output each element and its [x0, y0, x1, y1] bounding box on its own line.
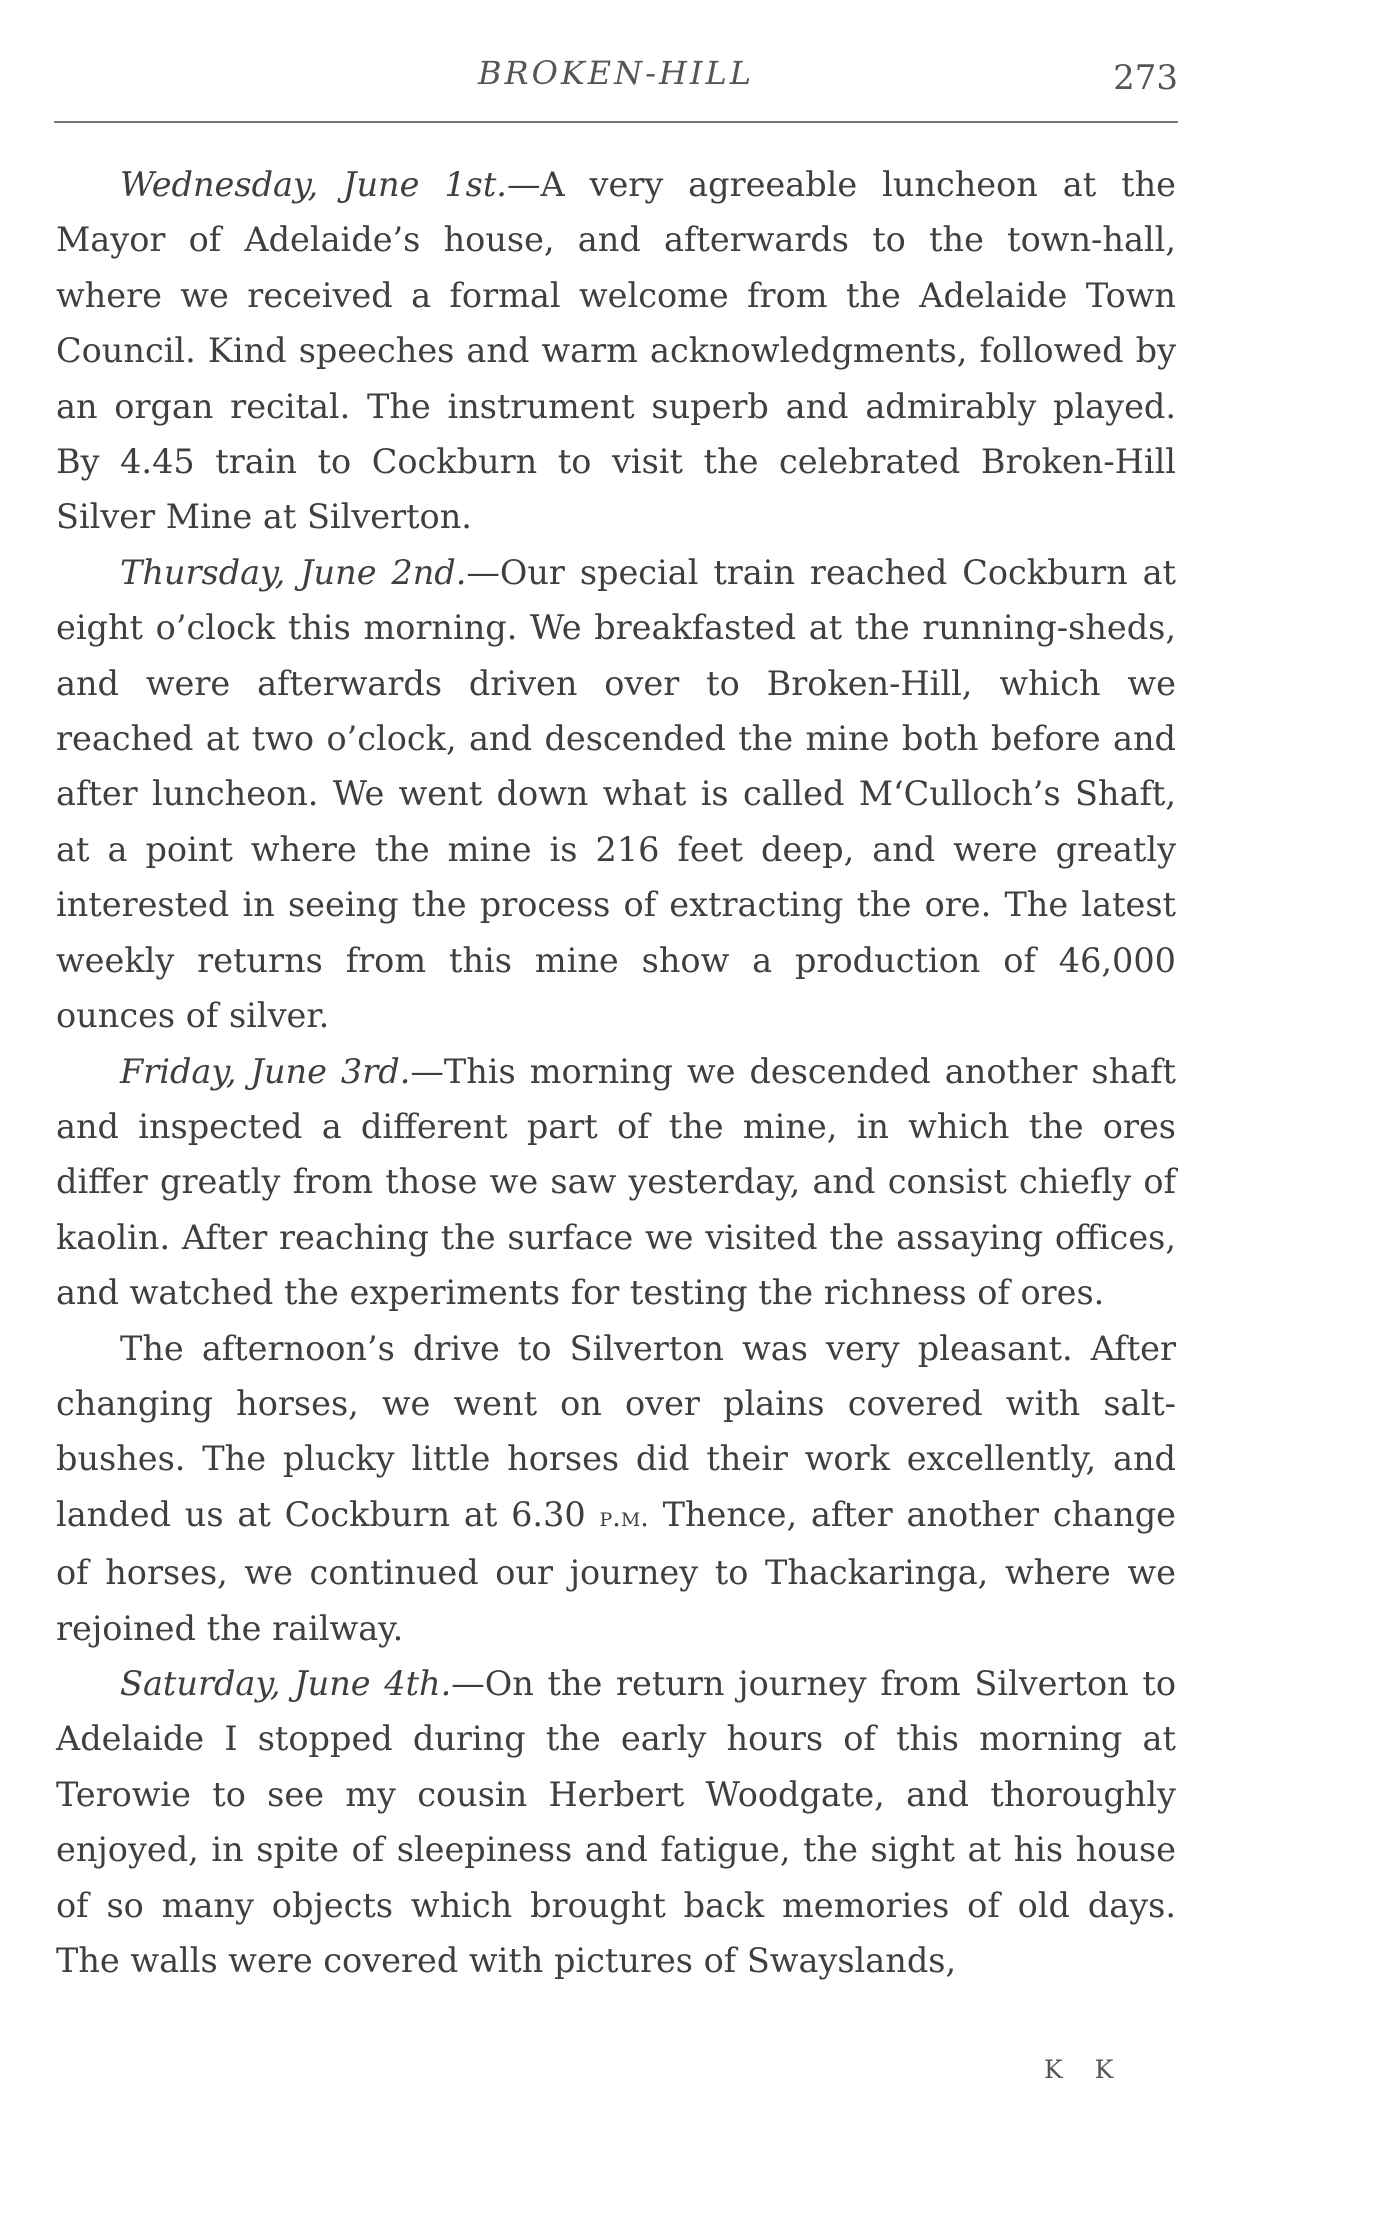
- date-thursday: Thursday, June 2nd.: [120, 552, 467, 592]
- page-number: 273: [1113, 58, 1178, 98]
- page-header: [54, 50, 1178, 110]
- paragraph-saturday: [56, 1656, 1176, 1988]
- date-wednesday: Wednesday, June 1st.: [120, 165, 507, 204]
- paragraph-wednesday-text: —A very agreeable luncheon at the Mayor of Adelaide’s house, and afterwards to the town-hall, where we received a formal welcome from the Adelaide Town Council. Kind speeches and warm acknowledgments, followed by an organ recital. The instrument superb and admirably played. By 4.45 train to Cockburn to visit the celebrated Broken-Hill Silver Mine at Silverton.: [56, 165, 1176, 537]
- paragraph-friday-text: —This morning we descended another shaft and inspected a different part of the mine, in which the ores differ greatly from those we saw yesterday, and consist chiefly of kaolin. After reaching the surface we visited the assaying offices, and watched the experiments for testing the richness of ores.: [56, 1051, 1177, 1313]
- paragraph-afternoon-drive: [56, 1321, 1176, 1656]
- signature-mark: K K: [1044, 2055, 1126, 2084]
- date-saturday: Saturday, June 4th.: [120, 1663, 452, 1703]
- paragraph-saturday-text: —On the return journey from Silverton to Adelaide I stopped during the early hours of this morning at Terowie to see my cousin Herbert Woodgate, and thoroughly enjoyed, in spite of sleepiness and fatigue, the sight at his house of so many objects which brought back memories of old days. The walls were covered with pictures of Swayslands,: [56, 1663, 1177, 1980]
- date-friday: Friday, June 3rd.: [120, 1051, 411, 1091]
- paragraph-wednesday: [56, 157, 1176, 545]
- body-text: [56, 157, 1176, 1988]
- paragraph-thursday-text: —Our special train reached Cockburn at eight o’clock this morning. We breakfasted at the running-sheds, and were afterwards driven over to Broken-Hill, which we reached at two o’clock, and descended the mine both before and after luncheon. We went down what is called M‘Culloch’s Shaft, at a point where the mine is 216 feet deep, and were greatly interested in seeing the process of extracting the ore. The latest weekly returns from this mine show a production of 46,000 ounces of silver.: [56, 552, 1177, 1036]
- paragraph-afternoon-text-after: Thence, after another change of horses, we continued our journey to Thackaringa, where we rejoined the railway.: [56, 1494, 1176, 1648]
- paragraph-afternoon-text-before: The afternoon’s drive to Silverton was very pleasant. After changing horses, we went on over plains covered with salt-bushes. The plucky little horses did their work excellently, and landed us at Cockburn at 6.30: [56, 1328, 1176, 1534]
- header-rule: [54, 121, 1178, 123]
- paragraph-friday: [56, 1044, 1176, 1321]
- time-suffix: p.m.: [599, 1501, 649, 1533]
- paragraph-thursday: [56, 545, 1176, 1044]
- running-title: BROKEN-HILL: [478, 54, 754, 92]
